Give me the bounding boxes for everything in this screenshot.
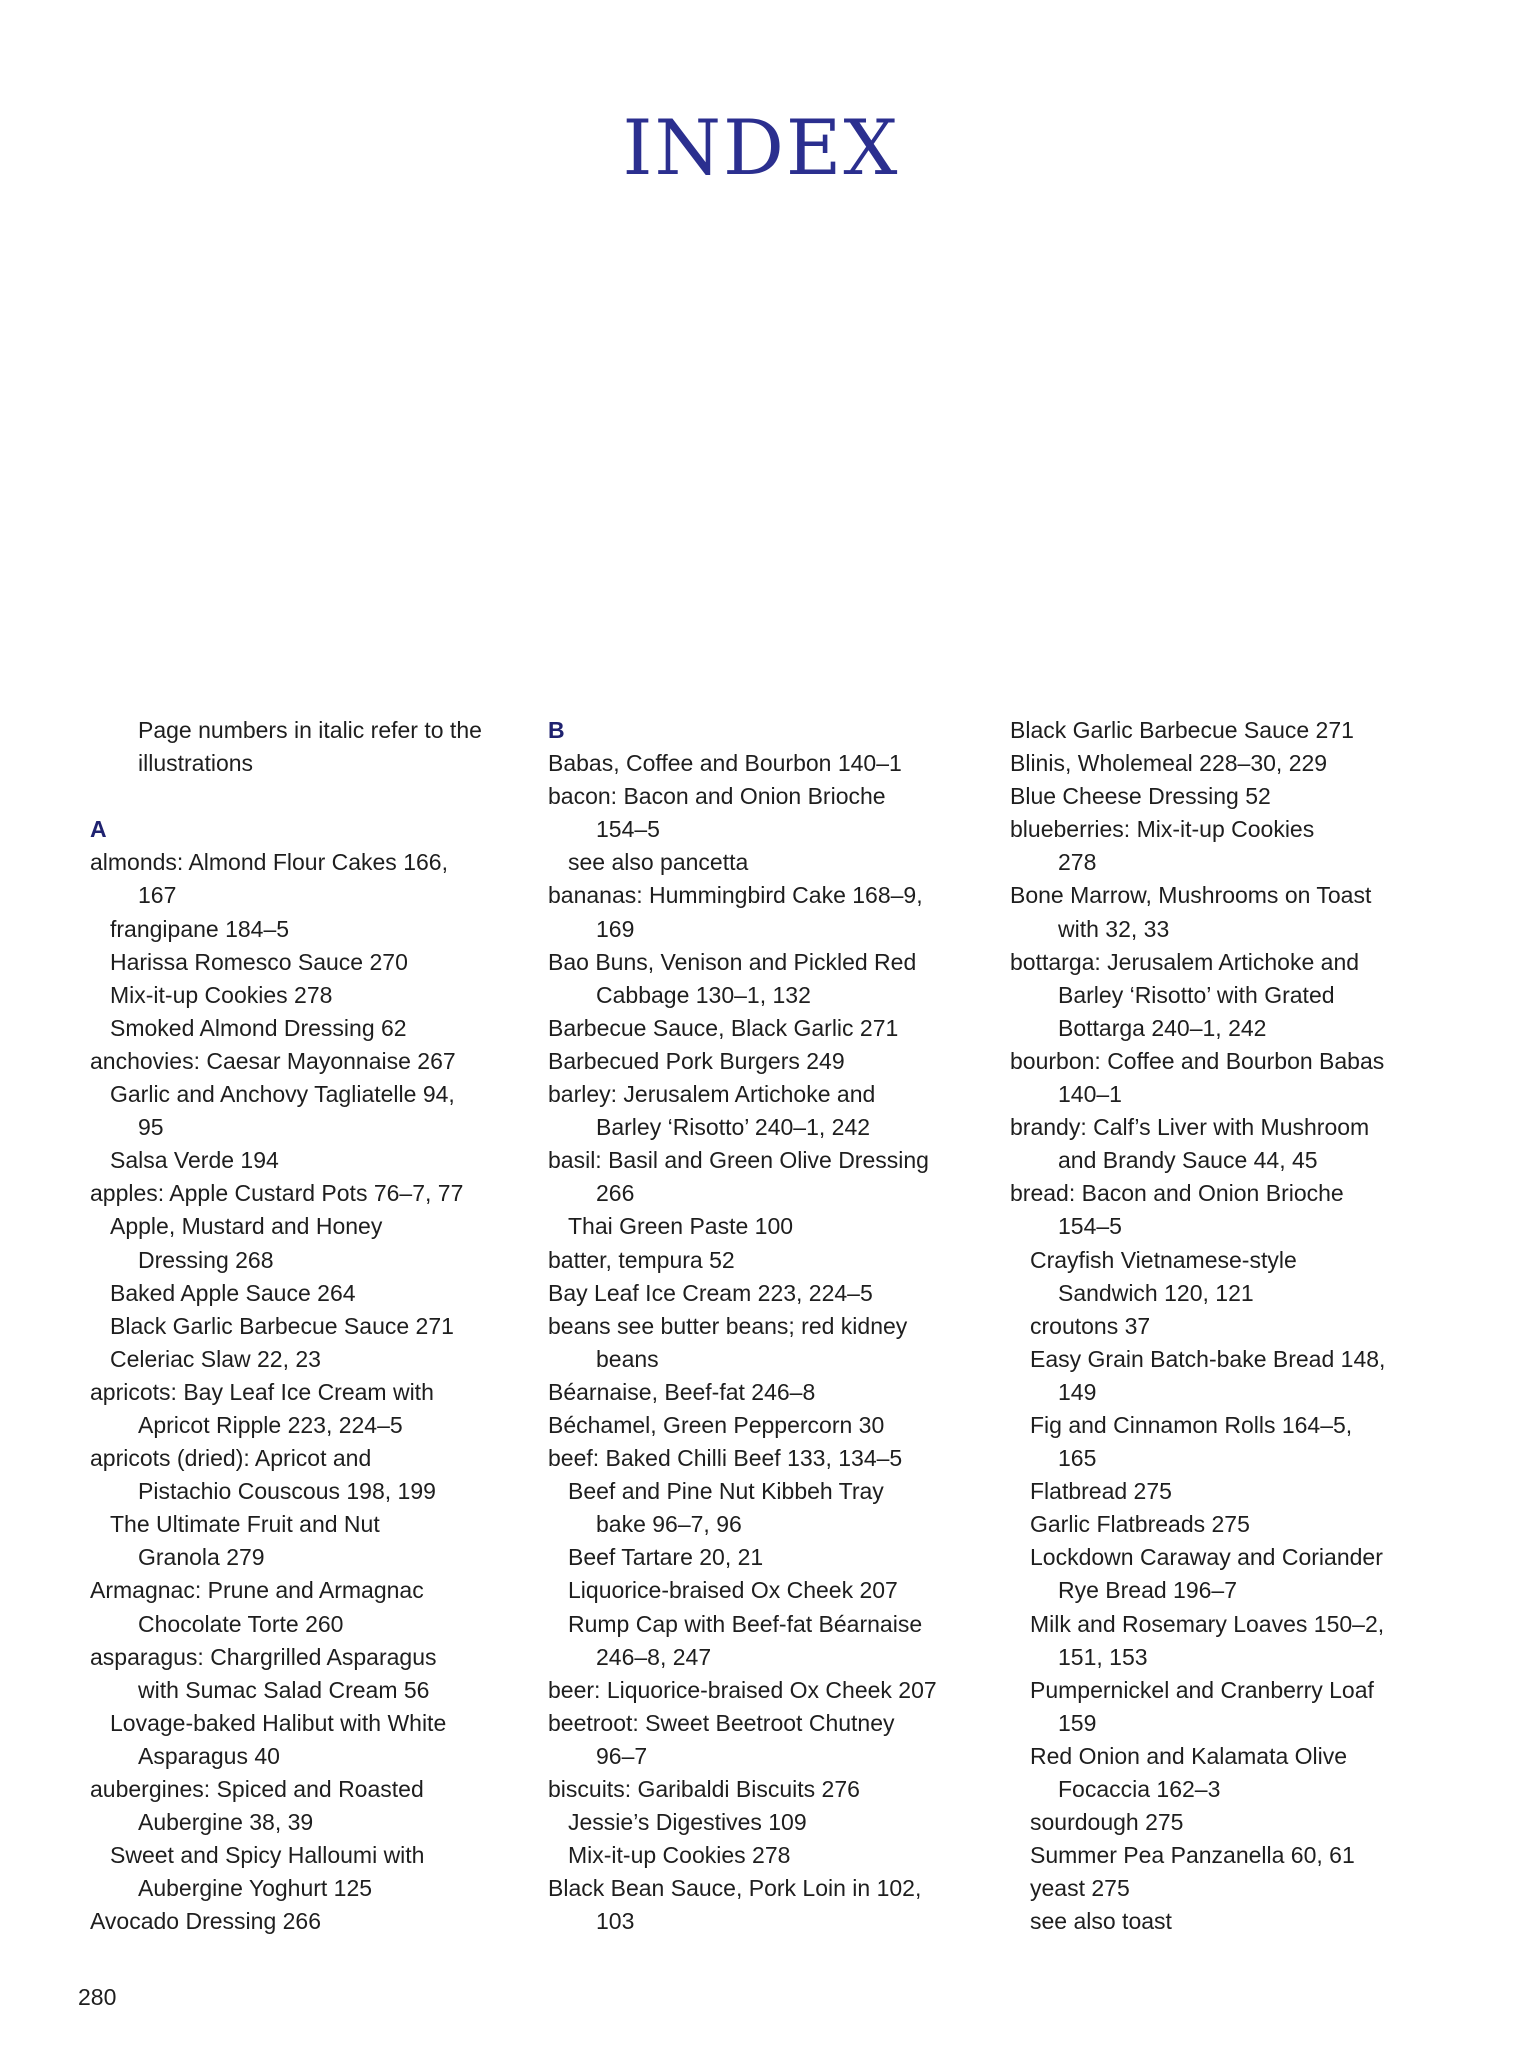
index-entry: batter, tempura 52	[548, 1246, 735, 1273]
index-subentry: sourdough 275	[1030, 1809, 1184, 1836]
index-subentry: The Ultimate Fruit and Nut	[110, 1511, 380, 1538]
index-entry: almonds: Almond Flour Cakes 166,	[90, 849, 448, 876]
index-subentry: Pumpernickel and Cranberry Loaf	[1030, 1676, 1374, 1703]
index-subentry: Harissa Romesco Sauce 270	[110, 948, 408, 975]
index-continuation: Rye Bread 196–7	[1058, 1577, 1238, 1604]
index-entry: bourbon: Coffee and Bourbon Babas	[1010, 1047, 1385, 1074]
index-subentry: Crayfish Vietnamese-style	[1030, 1246, 1297, 1273]
index-continuation: illustrations	[138, 750, 254, 777]
index-subentry: Summer Pea Panzanella 60, 61	[1030, 1842, 1355, 1869]
spacer	[90, 780, 490, 813]
index-entry: bread: Bacon and Onion Brioche	[1010, 1180, 1344, 1207]
index-continuation: 159	[1058, 1709, 1097, 1736]
index-continuation: Dressing 268	[138, 1246, 274, 1273]
index-subentry: Baked Apple Sauce 264	[110, 1279, 356, 1306]
index-entry: brandy: Calf’s Liver with Mushroom	[1010, 1114, 1370, 1141]
index-subentry: Milk and Rosemary Loaves 150–2,	[1030, 1610, 1385, 1637]
index-continuation: 167	[138, 882, 177, 909]
index-entry: Barbecue Sauce, Black Garlic 271	[548, 1014, 899, 1041]
index-entry: apricots: Bay Leaf Ice Cream with	[90, 1378, 434, 1405]
index-continuation: Pistachio Couscous 198, 199	[138, 1478, 436, 1505]
index-subentry: Smoked Almond Dressing 62	[110, 1014, 407, 1041]
index-entry: Béchamel, Green Peppercorn 30	[548, 1411, 885, 1438]
index-continuation: Granola 279	[138, 1544, 265, 1571]
index-continuation: Aubergine Yoghurt 125	[138, 1875, 373, 1902]
index-continuation: 149	[1058, 1378, 1097, 1405]
section-letter: B	[548, 717, 565, 743]
index-entry: Béarnaise, Beef-fat 246–8	[548, 1378, 816, 1405]
page-number: 280	[78, 1984, 117, 2010]
index-continuation: 246–8, 247	[596, 1643, 712, 1670]
index-entry: basil: Basil and Green Olive Dressing	[548, 1147, 929, 1174]
index-continuation: 95	[138, 1114, 164, 1141]
index-subentry: Thai Green Paste 100	[568, 1213, 794, 1240]
index-entry: bananas: Hummingbird Cake 168–9,	[548, 882, 923, 909]
index-continuation: 140–1	[1058, 1081, 1122, 1108]
index-continuation: with 32, 33	[1058, 915, 1170, 942]
index-subentry: Garlic Flatbreads 275	[1030, 1511, 1250, 1538]
index-entry: blueberries: Mix-it-up Cookies	[1010, 816, 1315, 843]
index-entry: beans see butter beans; red kidney	[548, 1312, 908, 1339]
index-continuation: Focaccia 162–3	[1058, 1776, 1221, 1802]
index-subentry: Mix-it-up Cookies 278	[568, 1842, 791, 1869]
index-subentry: Liquorice-braised Ox Cheek 207	[568, 1577, 898, 1604]
index-subentry: Beef Tartare 20, 21	[568, 1544, 764, 1571]
index-continuation: Sandwich 120, 121	[1058, 1279, 1254, 1306]
index-continuation: Chocolate Torte 260	[138, 1610, 344, 1637]
index-continuation: 278	[1058, 849, 1097, 876]
index-entry: Bay Leaf Ice Cream 223, 224–5	[548, 1279, 873, 1306]
index-entry: anchovies: Caesar Mayonnaise 267	[90, 1047, 456, 1074]
index-continuation: beans	[596, 1345, 659, 1372]
index-entry: bottarga: Jerusalem Artichoke and	[1010, 948, 1360, 975]
index-continuation: with Sumac Salad Cream 56	[138, 1676, 430, 1703]
index-subentry: Beef and Pine Nut Kibbeh Tray	[568, 1478, 884, 1505]
index-continuation: Aubergine 38, 39	[138, 1809, 314, 1836]
section-letter: A	[90, 816, 107, 843]
index-continuation: Asparagus 40	[138, 1742, 280, 1769]
index-continuation: 154–5	[596, 816, 660, 843]
index-subentry: Celeriac Slaw 22, 23	[110, 1345, 321, 1372]
index-column-2	[548, 714, 988, 1938]
index-subentry: Lovage-baked Halibut with White	[110, 1709, 447, 1736]
index-continuation: and Brandy Sauce 44, 45	[1058, 1147, 1318, 1174]
index-entry: apples: Apple Custard Pots 76–7, 77	[90, 1180, 464, 1207]
index-column-3	[1010, 714, 1450, 1938]
index-subentry: Rump Cap with Beef-fat Béarnaise	[568, 1610, 923, 1637]
index-entry: Babas, Coffee and Bourbon 140–1	[548, 750, 902, 777]
index-continuation: 169	[596, 915, 635, 942]
index-column-1	[90, 714, 490, 1938]
index-subentry: Fig and Cinnamon Rolls 164–5,	[1030, 1411, 1353, 1438]
index-subentry: Black Garlic Barbecue Sauce 271	[110, 1312, 454, 1339]
index-entry: Bone Marrow, Mushrooms on Toast	[1010, 882, 1372, 909]
index-entry: bacon: Bacon and Onion Brioche	[548, 783, 886, 810]
index-entry: beef: Baked Chilli Beef 133, 134–5	[548, 1445, 903, 1472]
index-subentry: croutons 37	[1030, 1312, 1151, 1339]
index-entry: beetroot: Sweet Beetroot Chutney	[548, 1709, 895, 1736]
index-continuation: 96–7	[596, 1742, 648, 1769]
index-subentry: see also pancetta	[568, 849, 749, 876]
index-entry: Avocado Dressing 266	[90, 1908, 321, 1935]
index-entry: Black Garlic Barbecue Sauce 271	[1010, 717, 1354, 743]
index-subentry: Garlic and Anchovy Tagliatelle 94,	[110, 1081, 455, 1108]
index-entry: biscuits: Garibaldi Biscuits 276	[548, 1776, 860, 1802]
index-entry: aubergines: Spiced and Roasted	[90, 1776, 424, 1802]
index-subentry: see also toast	[1030, 1908, 1172, 1935]
index-subentry: frangipane 184–5	[110, 915, 290, 942]
index-entry: beer: Liquorice-braised Ox Cheek 207	[548, 1676, 937, 1703]
index-subentry: Salsa Verde 194	[110, 1147, 279, 1174]
index-subentry: Mix-it-up Cookies 278	[110, 981, 333, 1008]
index-continuation: bake 96–7, 96	[596, 1511, 742, 1538]
index-entry: Black Bean Sauce, Pork Loin in 102,	[548, 1875, 922, 1902]
index-entry: barley: Jerusalem Artichoke and	[548, 1081, 876, 1108]
index-continuation: 103	[596, 1908, 635, 1935]
index-entry: Blue Cheese Dressing 52	[1010, 783, 1271, 810]
index-continuation: Apricot Ripple 223, 224–5	[138, 1411, 403, 1438]
index-continuation: Cabbage 130–1, 132	[596, 981, 811, 1008]
index-entry: apricots (dried): Apricot and	[90, 1445, 372, 1472]
index-continuation: Barley ‘Risotto’ 240–1, 242	[596, 1114, 871, 1141]
index-subentry: Flatbread 275	[1030, 1478, 1172, 1505]
index-continuation: Barley ‘Risotto’ with Grated	[1058, 981, 1335, 1008]
index-continuation: Page numbers in italic refer to the	[138, 717, 482, 743]
page-title: INDEX	[622, 103, 900, 192]
index-subentry: yeast 275	[1030, 1875, 1130, 1902]
index-entry: Barbecued Pork Burgers 249	[548, 1047, 845, 1074]
index-subentry: Red Onion and Kalamata Olive	[1030, 1742, 1348, 1769]
index-continuation: 151, 153	[1058, 1643, 1148, 1670]
index-continuation: 154–5	[1058, 1213, 1122, 1240]
index-subentry: Apple, Mustard and Honey	[110, 1213, 383, 1240]
index-entry: Bao Buns, Venison and Pickled Red	[548, 948, 917, 975]
index-subentry: Jessie’s Digestives 109	[568, 1809, 807, 1836]
index-entry: Blinis, Wholemeal 228–30, 229	[1010, 750, 1328, 777]
index-entry: asparagus: Chargrilled Asparagus	[90, 1643, 437, 1670]
index-continuation: 266	[596, 1180, 635, 1207]
index-subentry: Lockdown Caraway and Coriander	[1030, 1544, 1383, 1571]
index-continuation: Bottarga 240–1, 242	[1058, 1014, 1267, 1041]
index-entry: Armagnac: Prune and Armagnac	[90, 1577, 424, 1604]
index-subentry: Sweet and Spicy Halloumi with	[110, 1842, 425, 1869]
index-subentry: Easy Grain Batch-bake Bread 148,	[1030, 1345, 1386, 1372]
index-continuation: 165	[1058, 1445, 1097, 1472]
